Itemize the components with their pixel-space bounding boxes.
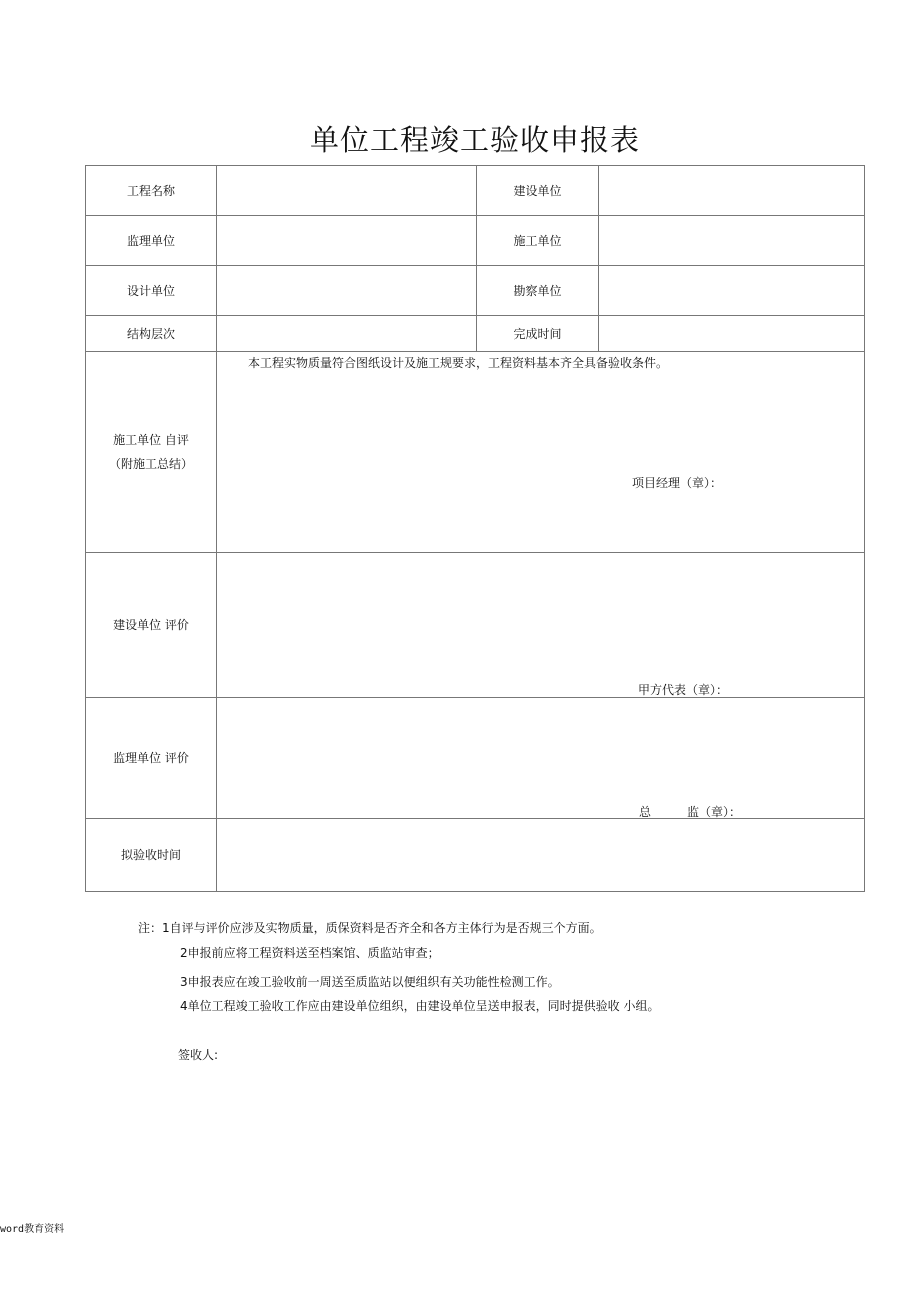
contractor-field[interactable] [599,216,865,266]
project-name-label: 工程名称 [86,166,217,216]
table-row [86,698,865,819]
structure-floors-label: 结构层次 [86,316,217,352]
table-row [86,553,865,698]
page-title: 单位工程竣工验收申报表 [309,123,640,157]
owner-representative-signature: 甲方代表（章）： [638,683,729,697]
acceptance-time-field[interactable] [217,819,865,892]
supervision-eval-field[interactable] [217,698,865,819]
construction-org-label: 建设单位 [477,166,599,216]
receiver-signature: 签收人: [178,1048,219,1062]
chief-supervisor-signature: 监（章）： [687,805,742,819]
table-row [86,216,865,266]
table-row [86,266,865,316]
note-1: 注：1自评与评价应涉及实物质量，质保资料是否齐全和各方主体行为是否规三个方面。 [138,921,602,935]
completion-time-label: 完成时间 [477,316,599,352]
supervision-org-label: 监理单位 [86,216,217,266]
footer-watermark: word教育资料 [0,1224,65,1235]
self-eval-field[interactable] [217,352,865,553]
construction-org-field[interactable] [599,166,865,216]
owner-eval-field[interactable] [217,553,865,698]
self-eval-label-line1: 施工单位 自评 [113,433,189,447]
table-row [86,166,865,216]
project-name-field[interactable] [217,166,477,216]
acceptance-time-label: 拟验收时间 [86,819,217,892]
note-2: 2申报前应将工程资料送至档案馆、质监站审查； [180,946,440,960]
survey-org-field[interactable] [599,266,865,316]
project-manager-signature: 项目经理（章）： [632,476,723,490]
note-3: 3申报表应在竣工验收前一周送至质监站以便组织有关功能性检测工作。 [180,975,560,989]
design-org-label: 设计单位 [86,266,217,316]
table-row [86,352,865,553]
note-4: 4单位工程竣工验收工作应由建设单位组织，由建设单位呈送申报表，同时提供验收 小组。 [180,999,660,1013]
supervision-eval-label: 监理单位 评价 [86,698,217,819]
survey-org-label: 勘察单位 [477,266,599,316]
self-eval-label [86,352,217,553]
table-row [86,819,865,892]
design-org-field[interactable] [217,266,477,316]
supervision-org-field[interactable] [217,216,477,266]
table-row [86,316,865,352]
contractor-label: 施工单位 [477,216,599,266]
application-form-table [85,165,865,892]
self-eval-label-line2: （附施工总结） [108,457,193,471]
completion-time-field[interactable] [599,316,865,352]
structure-floors-field[interactable] [217,316,477,352]
owner-eval-label: 建设单位 评价 [86,553,217,698]
chief-supervisor-signature-prefix: 总 [639,805,652,819]
self-eval-statement: 本工程实物质量符合图纸设计及施工规要求，工程资料基本齐全具备验收条件。 [248,356,669,370]
